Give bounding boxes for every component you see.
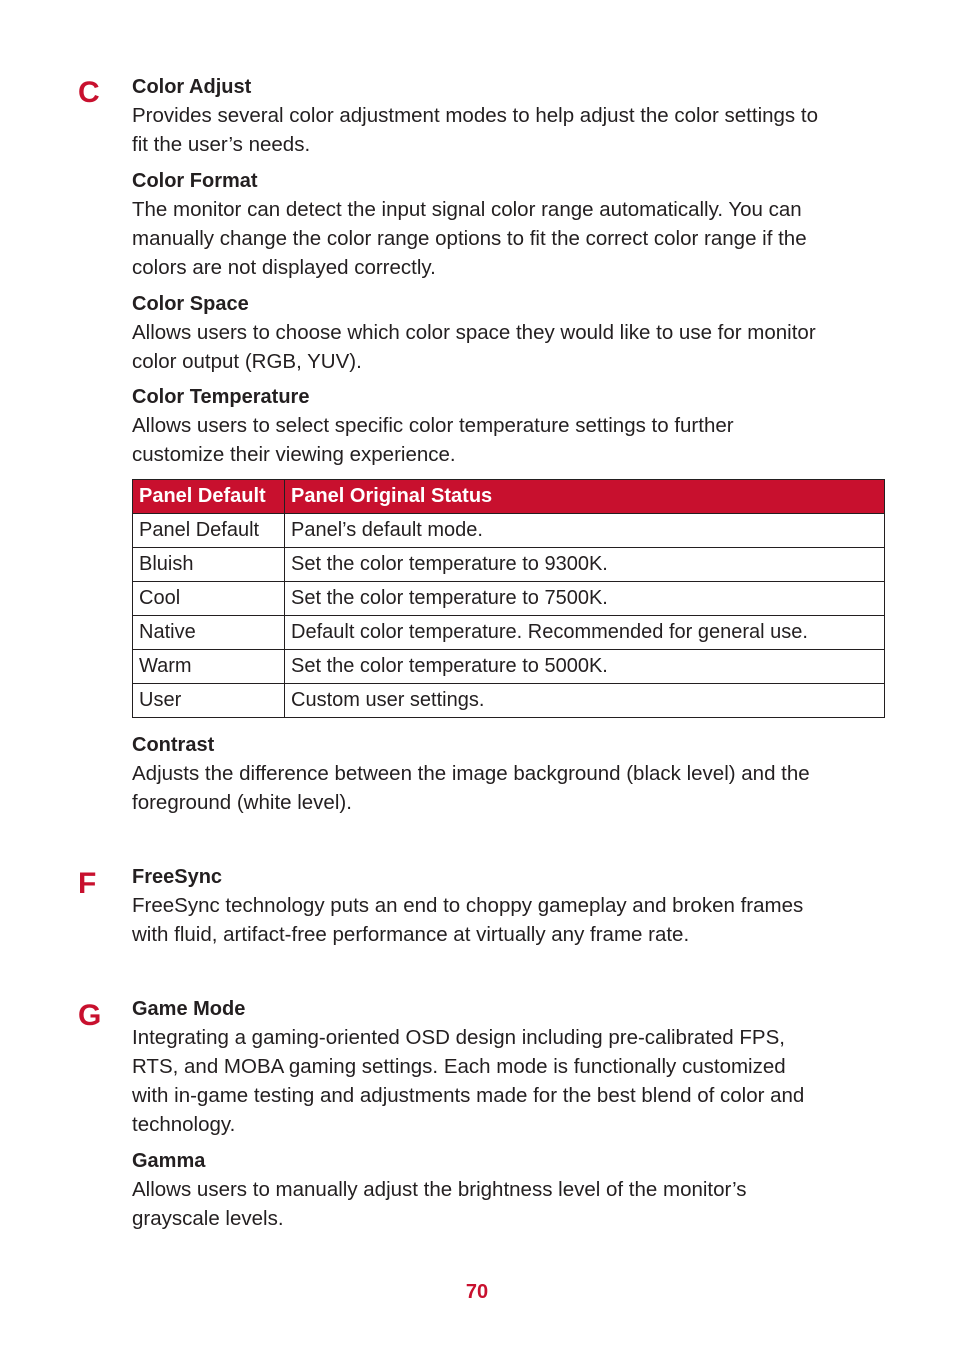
term-description-line: technology.	[132, 1113, 236, 1136]
entry-color-adjust	[132, 73, 892, 159]
term-description-line: Allows users to manually adjust the brightness level of the monitor’s	[132, 1178, 747, 1201]
term-description-line: manually change the color range options to fit the correct color range if the	[132, 227, 807, 250]
term-title: Color Space	[132, 293, 249, 315]
term-description-line: customize their viewing experience.	[132, 443, 456, 466]
table-header-cell: Panel Default	[133, 480, 285, 514]
term-description-line: Adjusts the difference between the image background (black level) and the	[132, 762, 810, 785]
term-title: FreeSync	[132, 866, 223, 888]
entry-color-format	[132, 167, 892, 282]
table-cell: Set the color temperature to 9300K.	[285, 548, 885, 582]
table-row	[133, 684, 885, 718]
table-header-cell: Panel Original Status	[285, 480, 885, 514]
section-letter-c: C	[78, 76, 100, 109]
table-cell: Bluish	[133, 548, 285, 582]
term-title: Contrast	[132, 734, 215, 756]
entry-gamma	[132, 1147, 892, 1233]
term-description-line: color output (RGB, YUV).	[132, 350, 362, 373]
table-row	[133, 616, 885, 650]
table-cell: Warm	[133, 650, 285, 684]
term-title: Color Temperature	[132, 386, 310, 408]
page-number: 70	[465, 1281, 489, 1303]
entry-contrast	[132, 731, 892, 817]
term-description-line: RTS, and MOBA gaming settings. Each mode is functionally customized	[132, 1055, 786, 1078]
table-cell: Cool	[133, 582, 285, 616]
term-description-line: with in-game testing and adjustments made for the best blend of color and	[132, 1084, 805, 1107]
term-description-line: foreground (white level).	[132, 791, 352, 814]
entry-color-temperature	[132, 383, 892, 469]
table-cell: Native	[133, 616, 285, 650]
term-description-line: Integrating a gaming-oriented OSD design including pre-calibrated FPS,	[132, 1026, 785, 1049]
table-row	[133, 548, 885, 582]
term-title: Gamma	[132, 1150, 206, 1172]
entry-color-space	[132, 290, 892, 376]
term-description-line: grayscale levels.	[132, 1207, 284, 1230]
term-description-line: with fluid, artifact-free performance at virtually any frame rate.	[132, 923, 690, 946]
entry-freesync	[132, 863, 892, 949]
table-row	[133, 650, 885, 684]
section-letter-g: G	[78, 999, 102, 1032]
table-cell: Panel’s default mode.	[285, 514, 885, 548]
term-description-line: Allows users to choose which color space they would like to use for monitor	[132, 321, 816, 344]
table-row	[133, 582, 885, 616]
table-row	[133, 514, 885, 548]
color-temperature-table	[132, 479, 885, 718]
term-description-line: FreeSync technology puts an end to choppy gameplay and broken frames	[132, 894, 804, 917]
term-description-line: Provides several color adjustment modes to help adjust the color settings to	[132, 104, 818, 127]
term-description-line: Allows users to select specific color temperature settings to further	[132, 414, 734, 437]
table-cell: Panel Default	[133, 514, 285, 548]
table-cell: User	[133, 684, 285, 718]
term-title: Color Adjust	[132, 76, 252, 98]
term-description-line: The monitor can detect the input signal color range automatically. You can	[132, 198, 802, 221]
term-description-line: colors are not displayed correctly.	[132, 256, 436, 279]
term-description-line: fit the user’s needs.	[132, 133, 311, 156]
term-title: Game Mode	[132, 998, 246, 1020]
section-letter-f: F	[78, 867, 97, 900]
table-cell: Custom user settings.	[285, 684, 885, 718]
table-header-row	[133, 480, 885, 514]
entry-game-mode	[132, 995, 892, 1139]
table-cell: Set the color temperature to 5000K.	[285, 650, 885, 684]
table-cell: Set the color temperature to 7500K.	[285, 582, 885, 616]
table-cell: Default color temperature. Recommended for general use.	[285, 616, 885, 650]
term-title: Color Format	[132, 170, 258, 192]
